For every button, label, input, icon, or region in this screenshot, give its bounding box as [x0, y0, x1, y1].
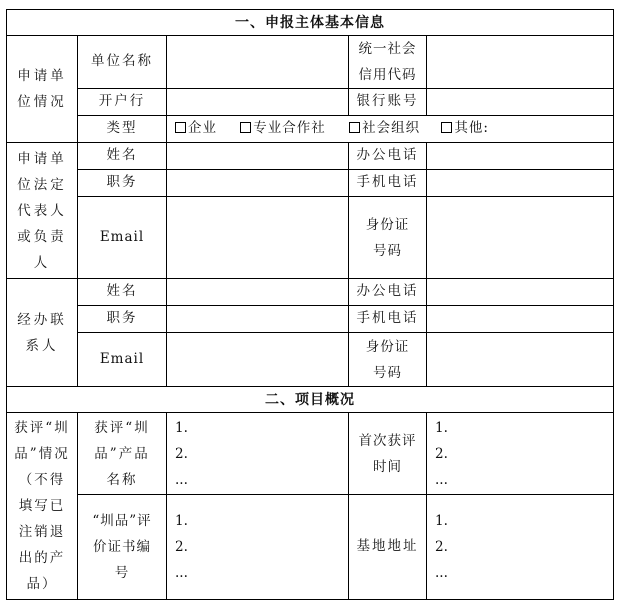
legal-email-label: Email — [78, 197, 167, 279]
bank-account-field[interactable] — [427, 89, 614, 116]
contact-group-label: 经办联 系人 — [7, 279, 78, 387]
contact-office-phone-label: 办公电话 — [349, 279, 427, 306]
contact-position-label: 职务 — [78, 306, 167, 333]
unit-name-label: 单位名称 — [78, 36, 167, 89]
checkbox-icon[interactable] — [441, 122, 452, 133]
base-address-label: 基地地址 — [349, 495, 427, 600]
legal-rep-group-label: 申请单 位法定 代表人 或负责 人 — [7, 143, 78, 279]
checkbox-icon[interactable] — [175, 122, 186, 133]
contact-name-label: 姓名 — [78, 279, 167, 306]
section2-title: 二、项目概况 — [7, 387, 614, 413]
first-award-time-label: 首次获评 时间 — [349, 413, 427, 495]
application-form — [6, 9, 614, 600]
contact-office-phone-field[interactable] — [427, 279, 614, 306]
legal-id-card-field[interactable] — [427, 197, 614, 279]
unit-group-label: 申请单 位情况 — [7, 36, 78, 143]
legal-office-phone-label: 办公电话 — [349, 143, 427, 170]
bank-open-label: 开户行 — [78, 89, 167, 116]
type-option-cooperative[interactable]: 专业合作社 — [240, 120, 326, 136]
legal-email-field[interactable] — [167, 197, 349, 279]
legal-office-phone-field[interactable] — [427, 143, 614, 170]
type-options — [167, 116, 614, 143]
award-group-label: 获评“圳 品”情况 （不得 填写已 注销退 出的产 品） — [7, 413, 78, 600]
unit-name-field[interactable] — [167, 36, 349, 89]
product-name-list[interactable]: 1. 2. ... — [167, 413, 349, 495]
contact-name-field[interactable] — [167, 279, 349, 306]
legal-position-field[interactable] — [167, 170, 349, 197]
type-label: 类型 — [78, 116, 167, 143]
section1-title: 一、申报主体基本信息 — [7, 10, 614, 36]
type-option-social-org[interactable]: 社会组织 — [349, 120, 420, 136]
type-option-other[interactable]: 其他: — [441, 120, 489, 136]
legal-name-field[interactable] — [167, 143, 349, 170]
contact-position-field[interactable] — [167, 306, 349, 333]
bank-open-field[interactable] — [167, 89, 349, 116]
contact-id-card-label: 身份证 号码 — [349, 333, 427, 387]
checkbox-icon[interactable] — [349, 122, 360, 133]
contact-email-field[interactable] — [167, 333, 349, 387]
credit-code-field[interactable] — [427, 36, 614, 89]
contact-mobile-label: 手机电话 — [349, 306, 427, 333]
base-address-list[interactable]: 1. 2. ... — [427, 495, 614, 600]
legal-position-label: 职务 — [78, 170, 167, 197]
cert-number-label: “圳品”评 价证书编 号 — [78, 495, 167, 600]
first-award-time-list[interactable]: 1. 2. ... — [427, 413, 614, 495]
legal-mobile-field[interactable] — [427, 170, 614, 197]
credit-code-label: 统一社会 信用代码 — [349, 36, 427, 89]
product-name-label: 获评“圳 品”产品 名称 — [78, 413, 167, 495]
bank-account-label: 银行账号 — [349, 89, 427, 116]
legal-id-card-label: 身份证 号码 — [349, 197, 427, 279]
contact-email-label: Email — [78, 333, 167, 387]
legal-mobile-label: 手机电话 — [349, 170, 427, 197]
contact-id-card-field[interactable] — [427, 333, 614, 387]
checkbox-icon[interactable] — [240, 122, 251, 133]
legal-name-label: 姓名 — [78, 143, 167, 170]
type-option-enterprise[interactable]: 企业 — [175, 120, 217, 136]
cert-number-list[interactable]: 1. 2. ... — [167, 495, 349, 600]
contact-mobile-field[interactable] — [427, 306, 614, 333]
